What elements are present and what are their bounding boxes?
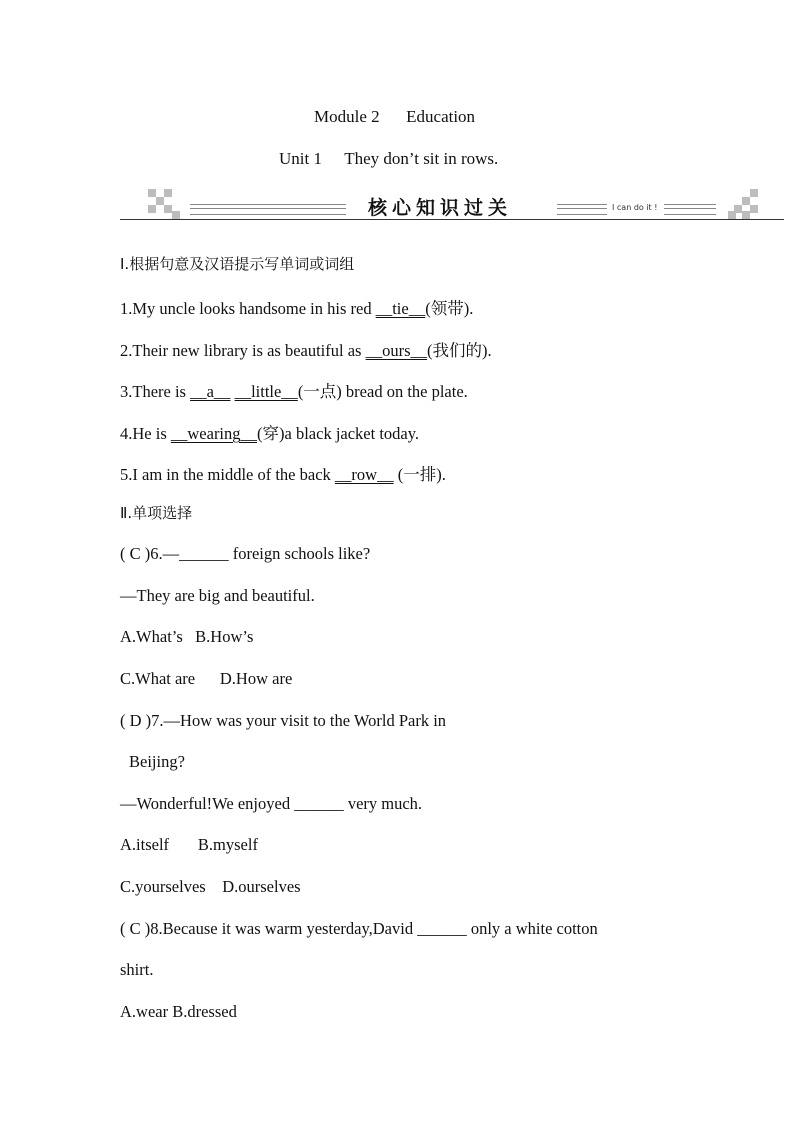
- question-6-options-ab: A.What’s B.How’s: [120, 627, 254, 646]
- question-7-options-cd: C.yourselves D.ourselves: [120, 877, 301, 896]
- question-text: 1.My uncle looks handsome in his red: [120, 299, 376, 318]
- question-hint: (穿)a black jacket today.: [257, 424, 420, 443]
- banner-badge: I can do it !: [612, 203, 658, 212]
- banner-stripes-right: [664, 204, 716, 215]
- question-hint: (领带).: [425, 299, 474, 318]
- question-7-options-ab: A.itself B.myself: [120, 835, 258, 854]
- question-3: [120, 378, 468, 402]
- question-text: 3.There is: [120, 382, 191, 401]
- banner-stripes-left: [190, 204, 346, 215]
- question-text: 2.Their new library is as beautiful as: [120, 341, 366, 360]
- question-7-stem: ( D )7.—How was your visit to the World Park in: [120, 711, 447, 730]
- answer-blank: __a__: [190, 382, 231, 401]
- banner-rule: [120, 219, 784, 220]
- question-text: 5.I am in the middle of the back: [120, 465, 335, 484]
- question-8-options-ab: A.wear B.dressed: [120, 1002, 237, 1021]
- question-7-stem-cont: Beijing?: [129, 752, 185, 771]
- question-1: [120, 295, 473, 319]
- question-6-reply: —They are big and beautiful.: [120, 586, 315, 605]
- question-2: [120, 337, 492, 361]
- unit-number: Unit 1: [279, 149, 322, 168]
- answer-blank: __wearing__: [170, 424, 258, 443]
- module-number: Module 2: [314, 107, 380, 126]
- question-8-stem-cont: shirt.: [120, 960, 154, 979]
- answer-blank: __little__: [234, 382, 298, 401]
- unit-title: [279, 149, 498, 169]
- question-7-reply: —Wonderful!We enjoyed ______ very much.: [120, 794, 423, 813]
- module-title: [314, 107, 475, 127]
- checker-decoration-right: [728, 189, 758, 219]
- module-name: Education: [406, 107, 476, 126]
- question-6-stem: ( C )6.—______ foreign schools like?: [120, 544, 371, 563]
- question-hint: (一点) bread on the plate.: [297, 382, 468, 401]
- answer-blank: __row__: [334, 465, 394, 484]
- section1-heading: Ⅰ.根据句意及汉语提示写单词或词组: [120, 255, 355, 273]
- banner-title: 核心知识过关: [368, 197, 513, 219]
- answer-blank: __tie__: [375, 299, 426, 318]
- question-5: [120, 461, 446, 485]
- question-8-stem: ( C )8.Because it was warm yesterday,David ______ only a white cotton: [120, 919, 598, 938]
- answer-blank: __ours__: [365, 341, 428, 360]
- question-hint: (我们的).: [427, 341, 492, 360]
- unit-name: They don’t sit in rows.: [344, 149, 499, 168]
- question-6-options-cd: C.What are D.How are: [120, 669, 293, 688]
- question-hint: (一排).: [393, 465, 446, 484]
- question-4: [120, 420, 419, 444]
- banner-stripes-mid: [557, 204, 607, 215]
- section2-heading: Ⅱ.单项选择: [120, 504, 193, 522]
- checker-decoration-left: [148, 189, 178, 219]
- question-text: 4.He is: [120, 424, 171, 443]
